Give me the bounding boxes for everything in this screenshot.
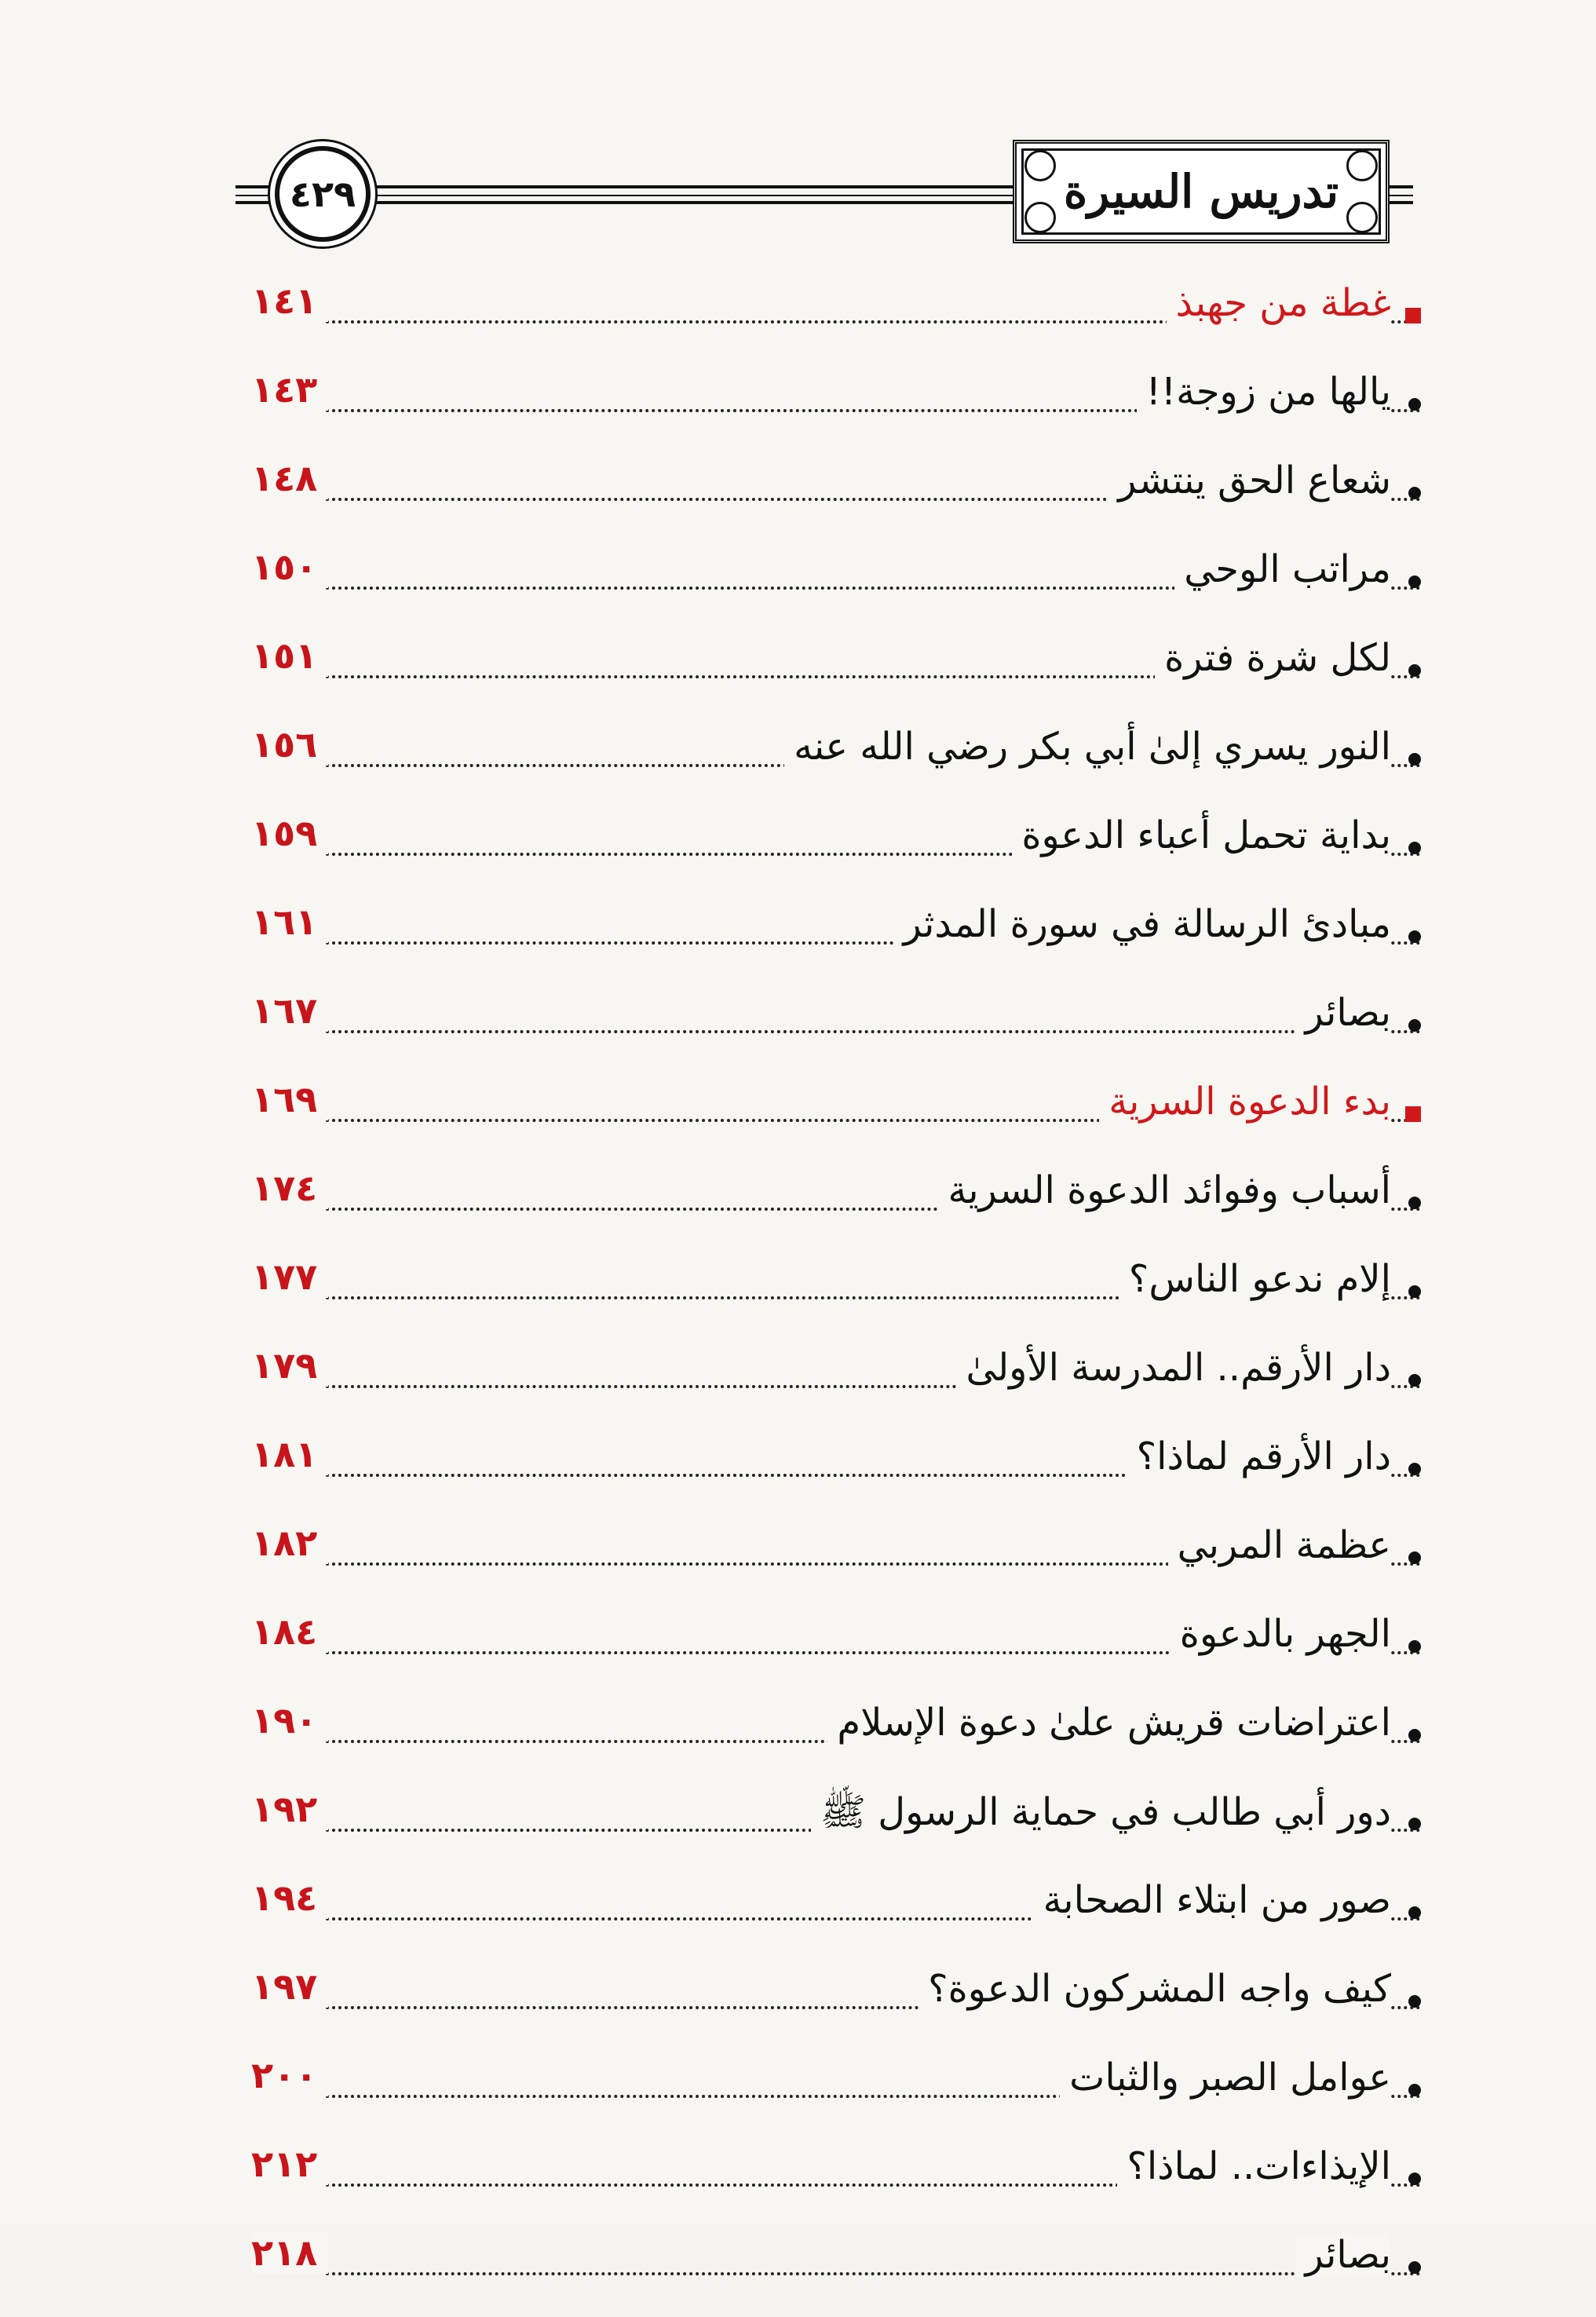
toc-page-number: ١٤١ (251, 280, 328, 322)
toc-page-number: ١٩٢ (251, 1788, 328, 1830)
ornament-icon (1024, 150, 1056, 181)
toc-item-row (251, 1430, 1421, 1518)
toc-entry-title: إلام ندعو الناس؟ (1119, 1257, 1391, 1301)
toc-entry-title: عوامل الصبر والثبات (1060, 2056, 1391, 2100)
toc-entry-title: الجهر بالدعوة (1171, 1612, 1391, 1656)
toc-page-number: ١٩٧ (251, 1965, 328, 2008)
toc-page-number: ١٦١ (251, 901, 328, 943)
round-bullet-icon (1408, 2173, 1421, 2185)
round-bullet-icon (1408, 842, 1421, 854)
round-bullet-icon (1408, 1551, 1421, 1564)
round-bullet-icon (1408, 576, 1421, 588)
toc-entry-title: بصائر (1296, 991, 1391, 1035)
page-number-frame (275, 146, 371, 242)
toc-item-row (251, 809, 1421, 897)
toc-page-number: ٢٠٠ (251, 2054, 328, 2096)
toc-item-row (251, 1518, 1421, 1607)
toc-page-number: ١٦٩ (251, 1078, 328, 1120)
round-bullet-icon (1408, 2084, 1421, 2096)
toc-item-row (251, 1785, 1421, 1873)
toc-entry-title: الإيذاءات.. لماذا؟ (1117, 2144, 1391, 2188)
red-square-bullet-icon (1405, 1106, 1421, 1122)
dot-leader (326, 2272, 1421, 2275)
toc-page-number: ٢١٢ (251, 2143, 328, 2185)
toc-page-number: ١٨٢ (251, 1522, 328, 1564)
toc-page-number: ١٧٩ (251, 1344, 328, 1387)
toc-page-number: ١٩٠ (251, 1699, 328, 1741)
toc-item-row (251, 1341, 1421, 1430)
toc-item-row (251, 1873, 1421, 1962)
round-bullet-icon (1408, 1729, 1421, 1741)
round-bullet-icon (1408, 2261, 1421, 2274)
table-of-contents (251, 276, 1421, 2317)
book-title: تدريس السيرة (1063, 165, 1339, 218)
toc-entry-title: يالها من زوجة!! (1137, 370, 1391, 414)
ornament-icon (1346, 150, 1378, 181)
toc-entry-title: دور أبي طالب في حماية الرسول ﷺ (811, 1789, 1391, 1844)
toc-entry-title: بدء الدعوة السرية (1099, 1080, 1391, 1124)
toc-page-number: ١٧٤ (251, 1167, 328, 1209)
toc-entry-title: دار الأرقم.. المدرسة الأولىٰ (956, 1346, 1391, 1390)
toc-entry-title: غطة من جهبذ (1167, 281, 1391, 325)
ornament-icon (1024, 202, 1056, 233)
toc-entry-title: شعاع الحق ينتشر (1108, 459, 1391, 503)
round-bullet-icon (1408, 1463, 1421, 1475)
toc-item-row (251, 2051, 1421, 2140)
round-bullet-icon (1408, 1906, 1421, 1919)
red-square-bullet-icon (1405, 308, 1421, 323)
toc-item-row (251, 897, 1421, 986)
toc-entry-title: أسباب وفوائد الدعوة السرية (938, 1168, 1391, 1212)
toc-entry-title: بداية تحمل أعباء الدعوة (1012, 813, 1391, 857)
toc-page-number: ١٥٩ (251, 812, 328, 854)
toc-page-number: ١٦٧ (251, 989, 328, 1032)
toc-page-number: ١٤٨ (251, 457, 328, 499)
toc-entry-title: اعتراضات قريش علىٰ دعوة الإسلام (827, 1701, 1391, 1745)
toc-item-row (251, 2228, 1421, 2317)
toc-entry-title: مراتب الوحي (1174, 547, 1391, 591)
round-bullet-icon (1408, 487, 1421, 499)
round-bullet-icon (1408, 1019, 1421, 1032)
round-bullet-icon (1408, 1374, 1421, 1387)
toc-page-number: ١٧٧ (251, 1255, 328, 1298)
toc-entry-title: دار الأرقم لماذا؟ (1127, 1434, 1391, 1478)
dot-leader (326, 1030, 1421, 1033)
toc-item-row (251, 631, 1421, 720)
toc-item-row (251, 986, 1421, 1075)
toc-page-number: ١٨٤ (251, 1610, 328, 1653)
round-bullet-icon (1408, 664, 1421, 677)
toc-page-number: ٢١٨ (251, 2231, 328, 2274)
round-bullet-icon (1408, 1197, 1421, 1209)
toc-entry-title: لكل شرة فترة (1155, 636, 1391, 680)
toc-entry-title: كيف واجه المشركون الدعوة؟ (919, 1967, 1391, 2011)
toc-page-number: ١٥٠ (251, 546, 328, 588)
toc-page-number: ١٩٤ (251, 1877, 328, 1919)
round-bullet-icon (1408, 1640, 1421, 1653)
round-bullet-icon (1408, 1818, 1421, 1830)
book-title-frame (1013, 140, 1390, 243)
toc-item-row (251, 1252, 1421, 1341)
toc-page-number: ١٥٦ (251, 723, 328, 766)
ornament-icon (1346, 202, 1378, 233)
toc-page-number: ١٥١ (251, 634, 328, 677)
toc-item-row (251, 1962, 1421, 2051)
page-number: ٤٢٩ (289, 173, 356, 215)
toc-item-row (251, 2140, 1421, 2228)
toc-item-row (251, 454, 1421, 543)
toc-item-row (251, 720, 1421, 809)
toc-item-row (251, 1607, 1421, 1696)
toc-entry-title: عظمة المربي (1168, 1523, 1391, 1567)
round-bullet-icon (1408, 1995, 1421, 2008)
toc-entry-title: صور من ابتلاء الصحابة (1034, 1878, 1391, 1922)
toc-item-row (251, 1164, 1421, 1252)
toc-item-row (251, 1696, 1421, 1785)
toc-page-number: ١٤٣ (251, 368, 328, 411)
page-header (236, 140, 1413, 242)
round-bullet-icon (1408, 930, 1421, 943)
toc-entry-title: بصائر (1296, 2233, 1391, 2277)
toc-page-number: ١٨١ (251, 1433, 328, 1475)
toc-section-row (251, 1075, 1421, 1164)
toc-section-row (251, 276, 1421, 365)
toc-item-row (251, 543, 1421, 631)
round-bullet-icon (1408, 753, 1421, 766)
round-bullet-icon (1408, 398, 1421, 411)
toc-entry-title: مبادئ الرسالة في سورة المدثر (894, 902, 1392, 946)
round-bullet-icon (1408, 1285, 1421, 1298)
toc-item-row (251, 365, 1421, 454)
toc-entry-title: النور يسري إلىٰ أبي بكر رضي الله عنه (784, 725, 1391, 769)
